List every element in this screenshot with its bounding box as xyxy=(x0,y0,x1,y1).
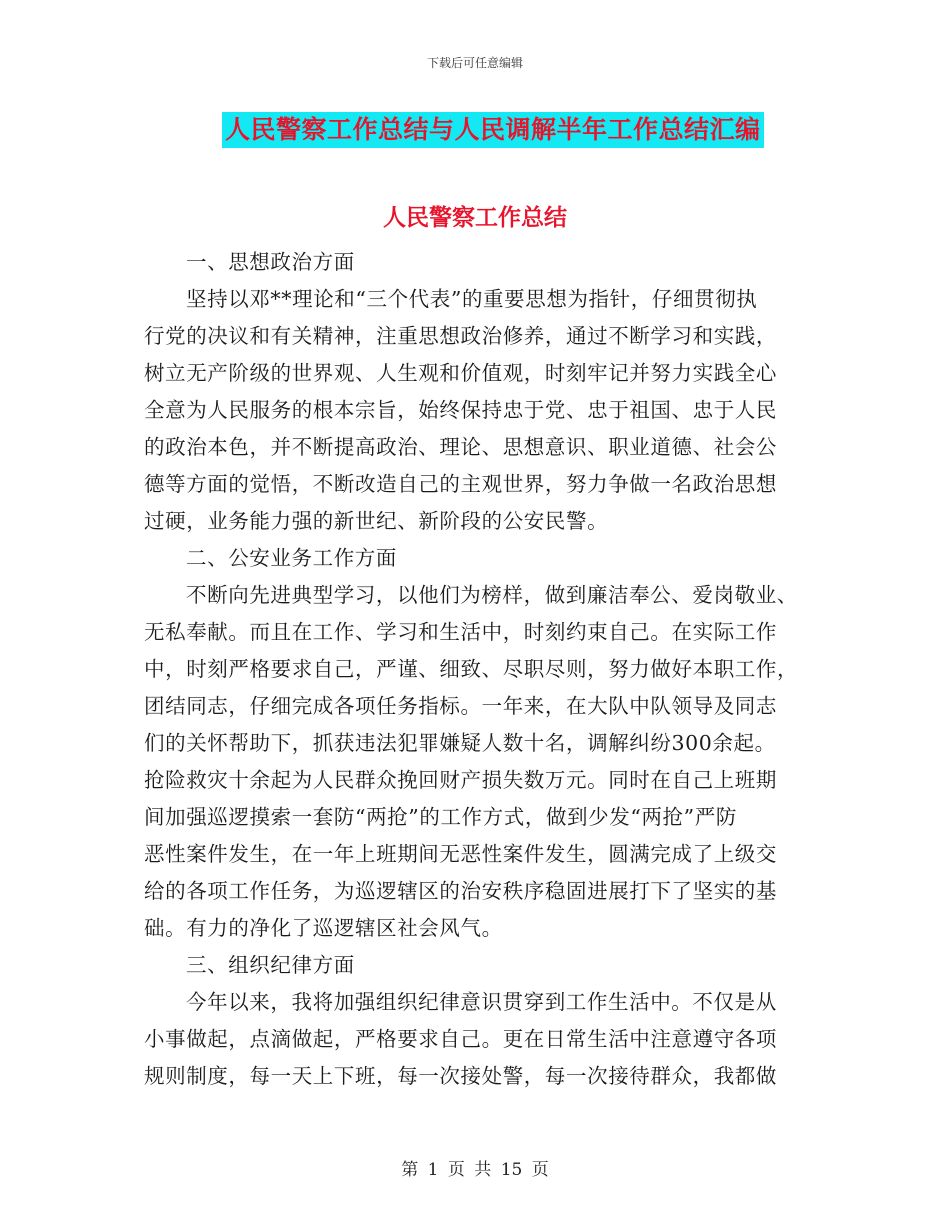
paragraph-line: 小事做起，点滴做起，严格要求自己。更在日常生活中注意遵守各项 xyxy=(144,1027,777,1051)
paragraph-line: 恶性案件发生，在一年上班期间无恶性案件发生，圆满完成了上级交 xyxy=(144,842,777,866)
paragraph-line: 们的关怀帮助下，抓获违法犯罪嫌疑人数十名，调解纠纷300余起。 xyxy=(144,731,776,755)
paragraph-line: 抢险救灾十余起为人民群众挽回财产损失数万元。同时在自己上班期 xyxy=(144,768,777,792)
paragraph-line: 过硬，业务能力强的新世纪、新阶段的公安民警。 xyxy=(144,509,609,533)
paragraph-line: 树立无产阶级的世界观、人生观和价值观，时刻牢记并努力实践全心 xyxy=(144,361,777,385)
header-note: 下载后可任意编辑 xyxy=(426,56,523,70)
document-sub-title: 人民警察工作总结 xyxy=(383,204,567,231)
paragraph-line: 中，时刻严格要求自己，严谨、细致、尽职尽则，努力做好本职工作， xyxy=(144,657,799,681)
paragraph-line: 行党的决议和有关精神，注重思想政治修养，通过不断学习和实践， xyxy=(144,324,777,348)
paragraph-line: 不断向先进典型学习，以他们为榜样，做到廉洁奉公、爱岗敬业、 xyxy=(186,583,798,607)
paragraph-line: 的政治本色，并不断提高政治、理论、思想意识、职业道德、社会公 xyxy=(144,435,777,459)
paragraph-line: 坚持以邓**理论和“三个代表”的重要思想为指针，仔细贯彻执 xyxy=(186,287,758,311)
paragraph-line: 全意为人民服务的根本宗旨，始终保持忠于党、忠于祖国、忠于人民 xyxy=(144,398,777,422)
paragraph-line: 德等方面的觉悟，不断改造自己的主观世界，努力争做一名政治思想 xyxy=(144,472,777,496)
document-body xyxy=(144,244,804,1095)
document-main-title: 人民警察工作总结与人民调解半年工作总结汇编 xyxy=(222,112,764,148)
section-heading: 三、组织纪律方面 xyxy=(186,953,355,977)
paragraph-line: 今年以来，我将加强组织纪律意识贯穿到工作生活中。不仅是从 xyxy=(186,990,777,1014)
page-footer: 第 1 页 共 15 页 xyxy=(401,1160,549,1180)
paragraph-line: 团结同志，仔细完成各项任务指标。一年来，在大队中队领导及同志 xyxy=(144,694,777,718)
paragraph-line: 规则制度，每一天上下班，每一次接处警，每一次接待群众，我都做 xyxy=(144,1064,777,1088)
paragraph-line: 给的各项工作任务，为巡逻辖区的治安秩序稳固进展打下了坚实的基 xyxy=(144,879,777,903)
section-heading: 二、公安业务工作方面 xyxy=(186,546,397,570)
section-heading: 一、思想政治方面 xyxy=(186,250,355,274)
paragraph-line: 础。有力的净化了巡逻辖区社会风气。 xyxy=(144,916,503,940)
paragraph-line: 无私奉献。而且在工作、学习和生活中，时刻约束自己。在实际工作 xyxy=(144,620,777,644)
paragraph-line: 间加强巡逻摸索一套防“两抢”的工作方式，做到少发“两抢”严防 xyxy=(144,805,737,829)
